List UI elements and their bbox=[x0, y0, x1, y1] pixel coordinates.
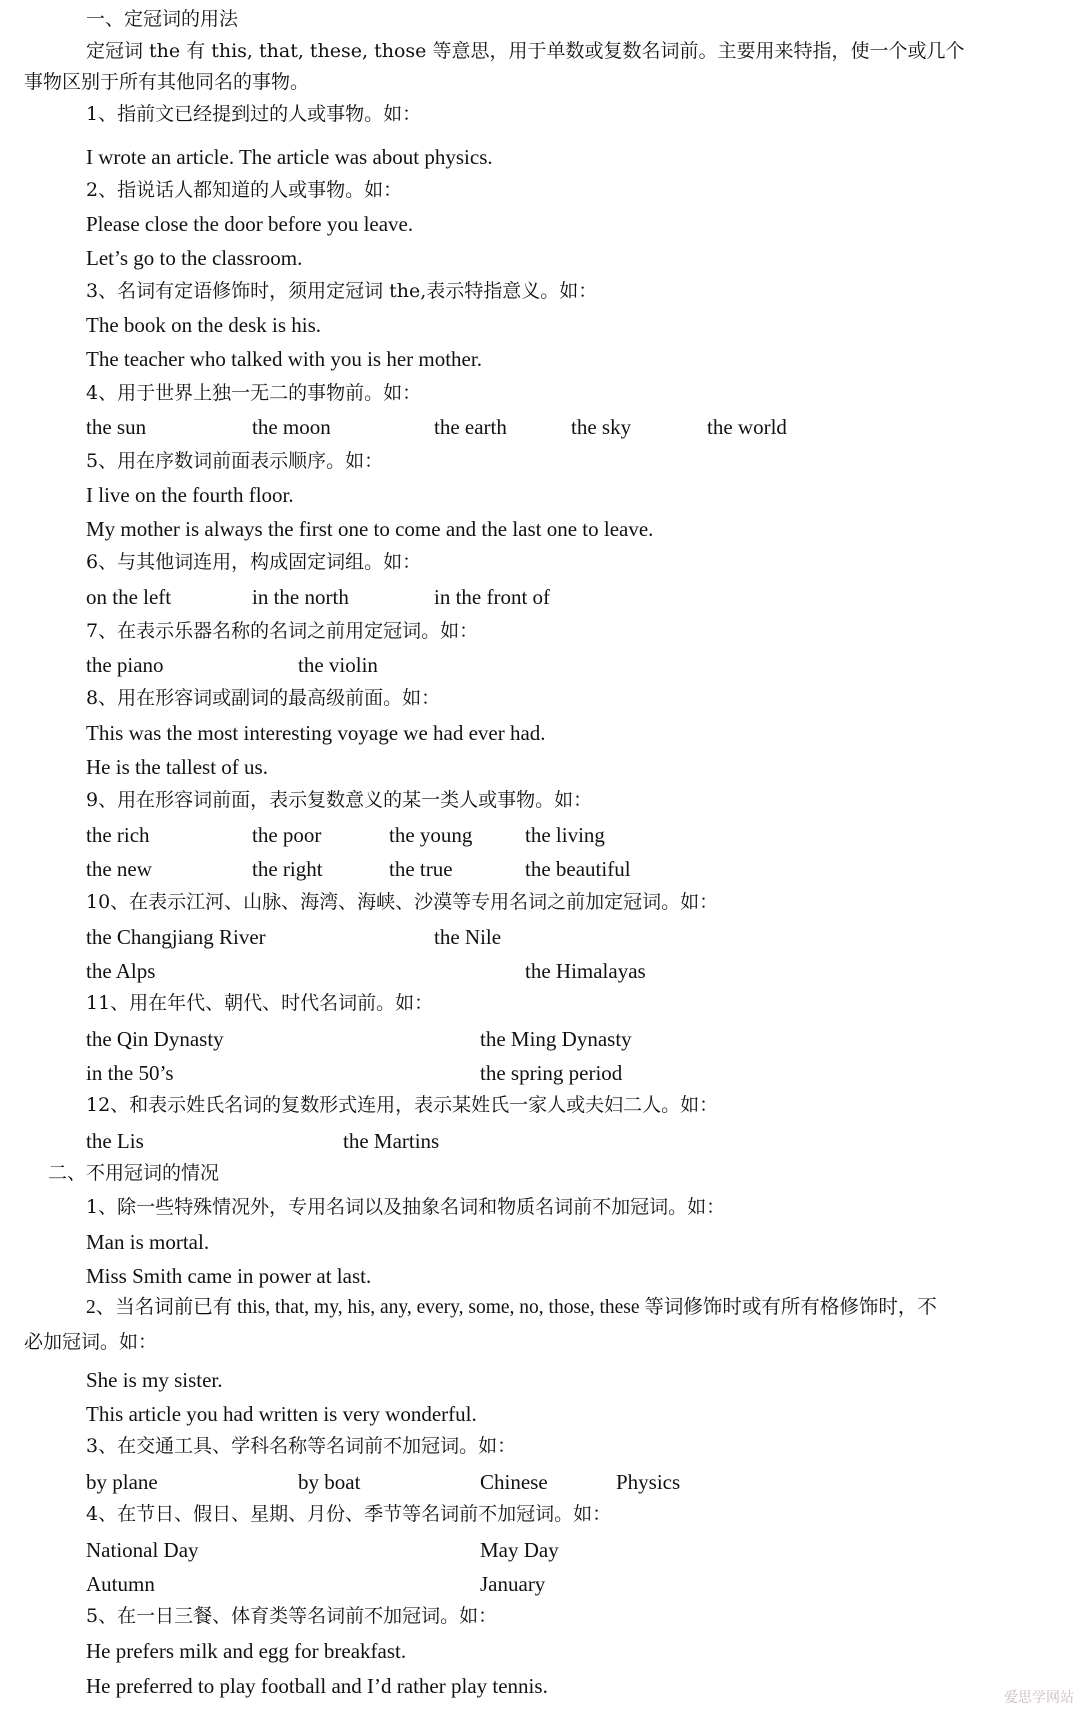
rule-7-title: 7、在表示乐器名称的名词之前用定冠词。如： bbox=[86, 620, 479, 642]
rule-7-word: the violin bbox=[298, 653, 378, 677]
rule-8-title: 8、用在形容词或副词的最高级前面。如： bbox=[86, 687, 441, 709]
rule-9-word: the true bbox=[389, 857, 453, 881]
rule-12-word: the Martins bbox=[343, 1129, 440, 1153]
rule-8-example-1: This was the most interesting voyage we had ever had. bbox=[86, 721, 546, 745]
rule-6-word: on the left bbox=[86, 585, 172, 609]
rule-10-word: the Changjiang River bbox=[86, 925, 266, 949]
rule-9-word: the living bbox=[525, 823, 605, 847]
rule-6-word: in the front of bbox=[434, 585, 551, 609]
rule-1-example-2: Miss Smith came in power at last. bbox=[86, 1264, 372, 1288]
intro-text-cont: 事物区别于所有其他同名的事物。 bbox=[24, 71, 310, 93]
rule-6-title: 6、与其他词连用，构成固定词组。如： bbox=[86, 551, 422, 573]
rule-10-word: the Himalayas bbox=[525, 959, 646, 983]
rule-2-title: 2、指说话人都知道的人或事物。如： bbox=[86, 179, 403, 201]
site-watermark: 爱思学网站 bbox=[1004, 1690, 1074, 1706]
rule-2-example-1: She is my sister. bbox=[86, 1368, 223, 1392]
rule-2-title: 2、当名词前已有 this, that, my, his, any, every, some, no, those, these 等词修饰时或有所有格修饰时，不 bbox=[86, 1297, 937, 1318]
rule-2-example-1: Please close the door before you leave. bbox=[86, 212, 414, 236]
rule-4-word: January bbox=[480, 1572, 546, 1596]
rule-4-word: the sky bbox=[571, 415, 632, 439]
rule-3-word: by plane bbox=[86, 1470, 158, 1494]
rule-10-word: the Nile bbox=[434, 925, 502, 949]
rule-1-title: 1、指前文已经提到过的人或事物。如： bbox=[86, 103, 422, 125]
rule-12-word: the Lis bbox=[86, 1129, 144, 1153]
rule-3-word: Chinese bbox=[480, 1470, 548, 1494]
rule-10-title: 10、在表示江河、山脉、海湾、海峡、沙漠等专用名词之前加定冠词。如： bbox=[86, 891, 719, 913]
rule-8-example-2: He is the tallest of us. bbox=[86, 755, 268, 779]
rule-5-example-1: I live on the fourth floor. bbox=[86, 483, 294, 507]
rule-2-example-2: Let’s go to the classroom. bbox=[86, 246, 303, 270]
section-heading-2: 二、不用冠词的情况 bbox=[48, 1162, 220, 1184]
rule-4-word: National Day bbox=[86, 1538, 199, 1562]
intro-text: 定冠词 the 有 this, that, these, those 等意思，用于单数或复数名词前。主要用来特指，使一个或几个 bbox=[86, 40, 965, 62]
rule-9-word: the new bbox=[86, 857, 152, 881]
rule-5-example-2: He preferred to play football and I’d rather play tennis. bbox=[86, 1674, 548, 1698]
rule-5-example-2: My mother is always the first one to come and the last one to leave. bbox=[86, 517, 654, 541]
rule-9-word: the beautiful bbox=[525, 857, 631, 881]
rule-4-word: Autumn bbox=[86, 1572, 155, 1596]
rule-10-word: the Alps bbox=[86, 959, 156, 983]
rule-3-example-2: The teacher who talked with you is her mother. bbox=[86, 347, 482, 371]
rule-5-example-1: He prefers milk and egg for breakfast. bbox=[86, 1639, 407, 1663]
rule-2-title-cont: 必加冠词。如： bbox=[24, 1331, 158, 1353]
rule-4-word: the sun bbox=[86, 415, 147, 439]
rule-9-word: the rich bbox=[86, 823, 150, 847]
rule-11-word: the Qin Dynasty bbox=[86, 1027, 224, 1051]
rule-1-example: I wrote an article. The article was about physics. bbox=[86, 145, 493, 169]
rule-9-word: the poor bbox=[252, 823, 322, 847]
rule-11-word: the spring period bbox=[480, 1061, 623, 1085]
rule-11-word: the Ming Dynasty bbox=[480, 1027, 632, 1051]
section-heading-1: 一、定冠词的用法 bbox=[86, 8, 239, 30]
rule-3-word: by boat bbox=[298, 1470, 361, 1494]
rule-11-word: in the 50’s bbox=[86, 1061, 174, 1085]
rule-4-word: May Day bbox=[480, 1538, 559, 1562]
rule-5-title: 5、在一日三餐、体育类等名词前不加冠词。如： bbox=[86, 1605, 498, 1627]
rule-4-title: 4、用于世界上独一无二的事物前。如： bbox=[86, 382, 422, 404]
rule-7-word: the piano bbox=[86, 653, 164, 677]
rule-3-example-1: The book on the desk is his. bbox=[86, 313, 322, 337]
rule-3-word: Physics bbox=[616, 1470, 681, 1494]
rule-3-title: 3、在交通工具、学科名称等名词前不加冠词。如： bbox=[86, 1435, 517, 1457]
rule-11-title: 11、用在年代、朝代、时代名词前。如： bbox=[86, 992, 434, 1014]
rule-9-word: the young bbox=[389, 823, 473, 847]
rule-3-title: 3、名词有定语修饰时，须用定冠词 the,表示特指意义。如： bbox=[86, 280, 598, 302]
rule-9-title: 9、用在形容词前面，表示复数意义的某一类人或事物。如： bbox=[86, 789, 593, 811]
rule-1-example-1: Man is mortal. bbox=[86, 1230, 210, 1254]
rule-6-word: in the north bbox=[252, 585, 349, 609]
rule-1-title: 1、除一些特殊情况外，专用名词以及抽象名词和物质名词前不加冠词。如： bbox=[86, 1196, 726, 1218]
rule-4-title: 4、在节日、假日、星期、月份、季节等名词前不加冠词。如： bbox=[86, 1503, 612, 1525]
rule-9-word: the right bbox=[252, 857, 323, 881]
rule-12-title: 12、和表示姓氏名词的复数形式连用，表示某姓氏一家人或夫妇二人。如： bbox=[86, 1094, 719, 1116]
rule-4-word: the world bbox=[707, 415, 787, 439]
rule-5-title: 5、用在序数词前面表示顺序。如： bbox=[86, 450, 384, 472]
rule-2-example-2: This article you had written is very wonderful. bbox=[86, 1402, 477, 1426]
rule-4-word: the earth bbox=[434, 415, 507, 439]
rule-4-word: the moon bbox=[252, 415, 331, 439]
